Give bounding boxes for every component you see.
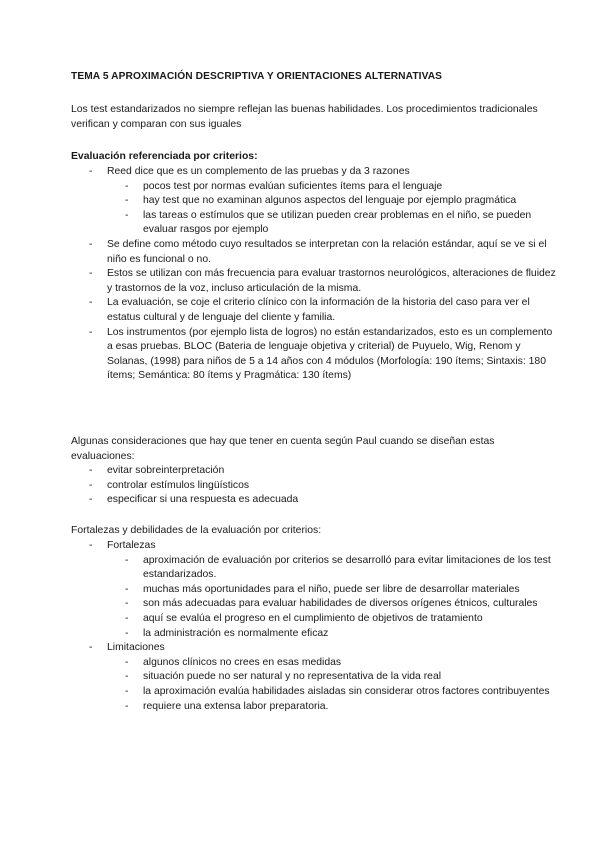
sub-list-item: - requiere una extensa labor preparatoria. [71,700,560,715]
sub-list-item: - aquí se evalúa el progreso en el cumplimiento de objetivos de tratamiento [71,612,560,627]
strengths-label: Fortalezas [107,540,156,551]
sub-list-item: - situación puede no ser natural y no representativa de la vida real [71,670,560,685]
considerations-intro: Algunas consideraciones que hay que tener en cuenta según Paul cuando se diseñan estas evaluaciones: [71,436,495,462]
list-item: - evitar sobreinterpretación [71,464,560,479]
list-item: - Se define como método cuyo resultados se interpretan con la relación estándar, aquí se ve si el niño es funcional o no. [71,238,560,267]
strengths-weaknesses-intro: Fortalezas y debilidades de la evaluación por criterios: [71,525,322,536]
sub-list-item: - las tareas o estímulos que se utilizan pueden crear problemas en el niño, se pueden evaluar rasgos por ejemplo [71,209,560,238]
page-title: TEMA 5 APROXIMACIÓN DESCRIPTIVA Y ORIENTACIONES ALTERNATIVAS [71,71,443,82]
considerations-list [71,464,560,508]
sub-list-item: - la administración es normalmente eficaz [71,627,560,642]
list-item [71,165,560,238]
sub-list-item: - hay test que no examinan algunos aspectos del lenguaje por ejemplo pragmática [71,194,560,209]
list-item: - especificar si una respuesta es adecuada [71,493,560,508]
list-item: - La evaluación, se coje el criterio clínico con la información de la historia del caso para ver el estatus cultural y de lenguaje del cliente y familia. [71,296,560,325]
list-item: - Los instrumentos (por ejemplo lista de logros) no están estandarizados, esto es un complemento a esas pruebas. BLOC (Bateria de lenguaje objetiva y criterial) de Puyuelo, Wig, Renom y Solanas, (1998) para niños de 5 a 14 años con 4 módulos (Morfología: 190 ítems; Sintaxis: 180 ítems; Semántica: 80 ítems y Pragmática: 130 ítems) [71,326,560,384]
limitations-label: Limitaciones [107,642,165,654]
list-item: - Estos se utilizan con más frecuencia para evaluar trastornos neurológicos, alteraciones de fluidez y trastornos de la voz, incluso articulación de la misma. [71,267,560,296]
criteria-list [71,165,560,384]
sub-list-item: - muchas más oportunidades para el niño, puede ser libre de desarrollar materiales [71,583,560,598]
sub-list-item: - son más adecuadas para evaluar habilidades de diversos orígenes étnicos, culturales [71,597,560,612]
list-item: - controlar estímulos lingüísticos [71,479,560,494]
limitations-item [71,641,560,714]
list-item-text: Reed dice que es un complemento de las pruebas y da 3 razones [107,166,410,177]
sub-list-item: - pocos test por normas evalúan suficientes ítems para el lenguaje [71,180,560,195]
strengths-weaknesses-list [71,539,560,714]
sub-list-item: - algunos clínicos no crees en esas medidas [71,656,560,671]
section-heading-criteria: Evaluación referenciada por criterios: [71,151,258,162]
intro-paragraph: Los test estandarizados no siempre reflejan las buenas habilidades. Los procedimientos tradicionales verifican y comparan con sus iguales [71,104,538,130]
strengths-item [71,539,560,641]
sub-list-item: - la aproximación evalúa habilidades aisladas sin considerar otros factores contribuyentes [71,685,560,700]
sub-list-item: - aproximación de evaluación por criterios se desarrolló para evitar limitaciones de los test estandarizados. [71,554,560,583]
